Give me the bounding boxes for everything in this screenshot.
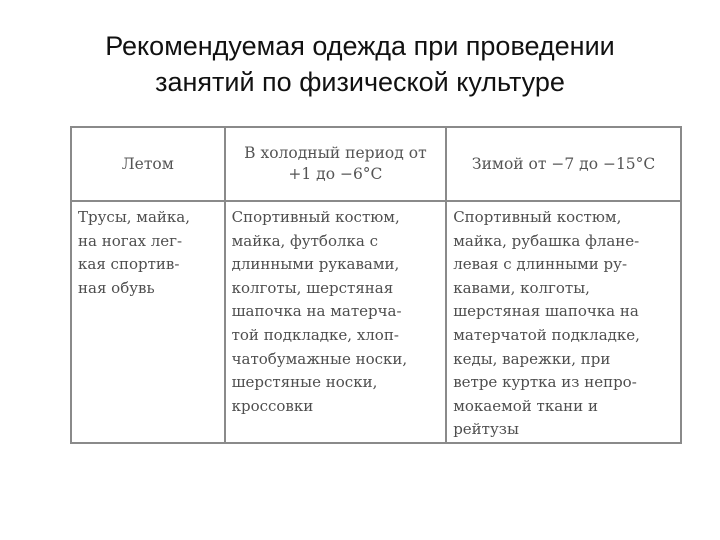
cell-line: мокаемой ткани и xyxy=(453,396,598,415)
slide-title xyxy=(0,28,720,100)
cell-line: левая с длинными ру- xyxy=(453,255,628,274)
title-line-2: занятий по физической культуре xyxy=(155,67,565,97)
header-cold-line-1: В холодный период от xyxy=(244,144,427,162)
cell-line: матерчатой подкладке, xyxy=(453,325,640,344)
cell-line: Спортивный костюм, xyxy=(453,208,622,226)
cell-line: Спортивный костюм, xyxy=(231,208,400,226)
table-row xyxy=(71,201,681,443)
cell-line: шерстяные носки, xyxy=(231,373,378,392)
cell-line: кеды, варежки, при xyxy=(453,349,611,368)
cell-line: колготы, шерстяная xyxy=(231,278,394,297)
header-winter xyxy=(446,127,681,201)
cell-line: той подкладке, хлоп- xyxy=(231,325,399,344)
cell-line: Трусы, майка, xyxy=(78,208,191,226)
cell-winter xyxy=(446,201,681,443)
cell-cold-period xyxy=(225,201,447,443)
cell-line: майка, футболка с xyxy=(231,231,378,250)
cell-line: кая спортив- xyxy=(78,255,180,274)
cell-line: кроссовки xyxy=(231,396,314,415)
cell-line: на ногах лег- xyxy=(78,231,183,250)
header-row xyxy=(71,127,681,201)
clothing-table xyxy=(70,126,682,444)
header-winter-line: Зимой от −7 до −15°С xyxy=(471,154,656,173)
cell-line: майка, рубашка флане- xyxy=(453,231,640,250)
header-cold-period xyxy=(225,127,447,201)
cell-line: длинными рукавами, xyxy=(231,255,400,274)
cell-line: шерстяная шапочка на xyxy=(453,302,639,321)
cell-summer xyxy=(71,201,225,443)
cell-line: кавами, колготы, xyxy=(453,278,590,297)
title-line-1: Рекомендуемая одежда при проведении xyxy=(105,31,615,61)
cell-line: шапочка на матерча- xyxy=(231,302,402,321)
header-cold-line-2: +1 до −6°С xyxy=(288,165,383,183)
cell-line: ветре куртка из непро- xyxy=(453,373,637,392)
header-summer-line: Летом xyxy=(121,154,174,173)
cell-line: чатобумажные носки, xyxy=(231,349,408,368)
cell-line: рейтузы xyxy=(453,420,519,439)
header-summer xyxy=(71,127,225,201)
cell-line: ная обувь xyxy=(78,278,155,297)
